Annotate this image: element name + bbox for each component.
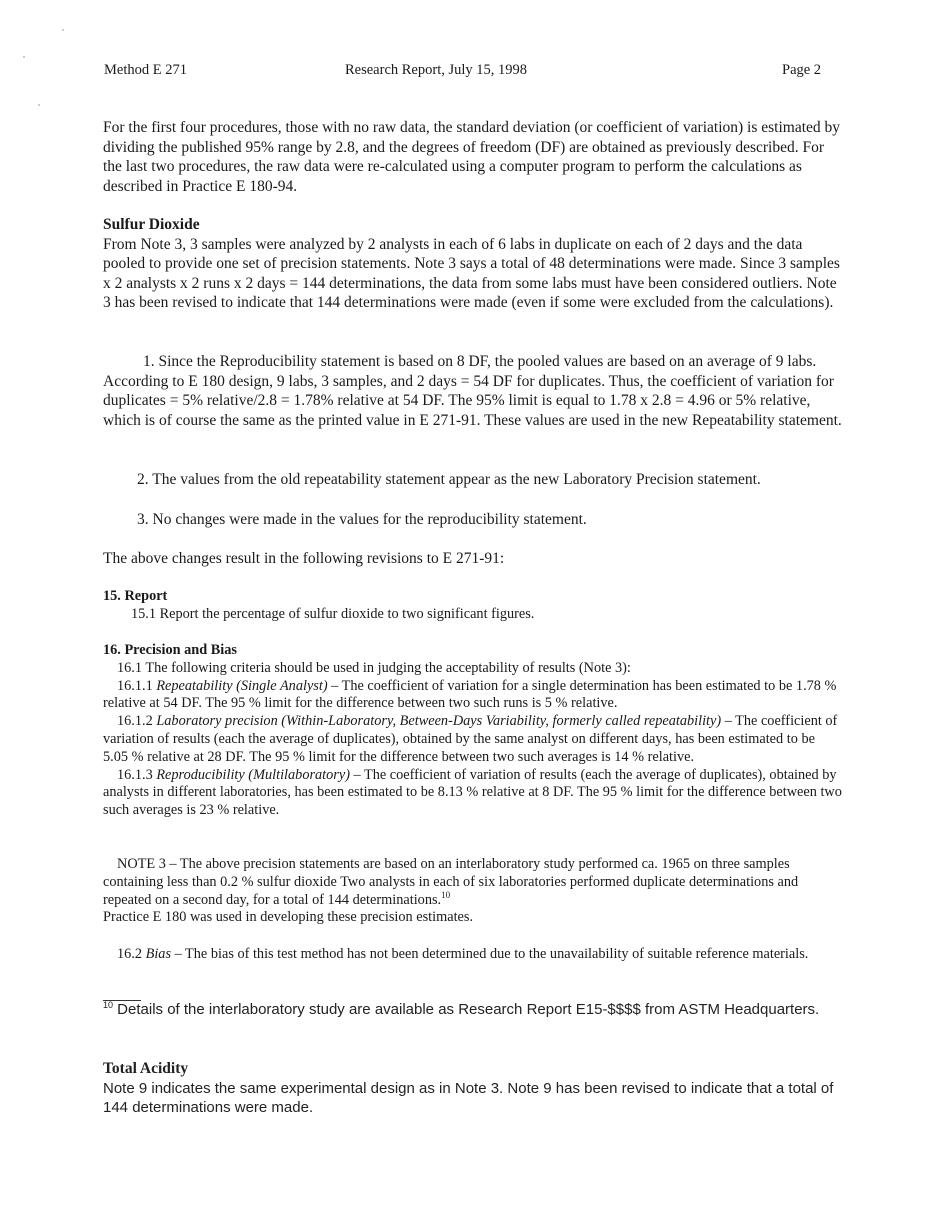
sulfur-item-2: [103, 470, 843, 490]
clause-number: 16.1.1: [117, 677, 157, 694]
total-acidity-body: Note 9 indicates the same experimental design as in Note 3. Note 9 has been revised to indicate that a total of 144 determinations were made.: [103, 1079, 834, 1116]
footnote-body: Details of the interlaboratory study are available as Research Report E15-$$$$ from ASTM Headquarters.: [113, 1001, 820, 1018]
header-method: Method E 271: [104, 62, 187, 78]
precision-bias-section: [103, 642, 843, 820]
sulfur-item-1: [103, 352, 843, 430]
precision-bias-heading: 16. Precision and Bias: [103, 642, 237, 658]
footnote-reference: 10: [441, 889, 451, 900]
footnote-number: 10: [103, 1000, 114, 1010]
header-report-title: Research Report, July 15, 1998: [345, 62, 528, 78]
clause-number: 16.2: [117, 946, 146, 962]
footnote-10-text: [103, 1000, 843, 1020]
sulfur-dioxide-heading: Sulfur Dioxide: [103, 216, 200, 233]
clause-text: – The bias of this test method has not been determined due to the unavailability of suitable reference materials.: [171, 946, 809, 962]
sulfur-dioxide-section: [103, 215, 843, 313]
note-3: [103, 856, 843, 927]
clause-title: Reproducibility (Multilaboratory): [156, 766, 350, 783]
clause-text: – The coefficient of variation of results (each the average of duplicates), obtained by analysts in different laboratories, has been estimated to be 8.13 % relative at 8 DF. The 95 % limit for the difference between two such averages is 23 % relative.: [103, 766, 842, 819]
sulfur-dioxide-body: From Note 3, 3 samples were analyzed by 2 analysts in each of 6 labs in duplicate on each of 2 days and the data pooled to provide one set of precision statements. Note 3 says a total of 48 determinations were made. Since 3 samples x 2 analysts x 2 runs x 2 days = 144 determinations, the data from some labs must have been considered outliers. Note 3 has been revised to indicate that 144 determinations were made (even if some were excluded from the calculations).: [103, 235, 840, 312]
total-acidity-heading: Total Acidity: [103, 1060, 189, 1077]
precision-16-1-3: [103, 767, 843, 820]
header-page-number: Page 2: [782, 62, 822, 78]
clause-text: – The coefficient of variation for a single determination has been estimated to be 1.78 % relative at 54 DF. The 95 % limit for the difference between two such runs is 5 % relative.: [103, 677, 837, 712]
report-item-15-1: 15.1 Report the percentage of sulfur dioxide to two significant figures.: [131, 605, 535, 622]
bias-clause: [103, 946, 843, 964]
note-3-body: NOTE 3 – The above precision statements are based on an interlaboratory study performed ca. 1965 on three samples containing less than 0.2 % sulfur dioxide Two analysts in each of six laboratories performed duplicate determinations and repeated on a second day, for a total of 144 determinations.: [103, 856, 799, 908]
sulfur-item-2-text: 2. The values from the old repeatability statement appear as the new Laboratory Precision statement.: [137, 471, 761, 488]
revisions-summary: The above changes result in the following revisions to E 271-91:: [103, 550, 505, 567]
footnote-10: [103, 1000, 843, 1020]
clause-text: – The coefficient of variation of results (each the average of duplicates), obtained by the same analyst on different days, has been estimated to be 5.05 % relative at 28 DF. The 95 % limit for the difference between two such averages is 14 % relative.: [103, 713, 838, 765]
clause-title: Repeatability (Single Analyst): [156, 677, 328, 694]
scan-speck: [62, 29, 64, 31]
scan-speck: [38, 104, 40, 106]
sulfur-item-3-text: 3. No changes were made in the values for the reproducibility statement.: [137, 511, 587, 528]
intro-paragraph: For the first four procedures, those with no raw data, the standard deviation (or coefficient of variation) is estimated by dividing the published 95% range by 2.8, and the degrees of freedom (DF) are obtained as previously described. For the last two procedures, the raw data were re-calculated using a computer program to perform the calculations as described in Practice E 180-94.: [103, 119, 841, 195]
report-section: [103, 588, 843, 624]
sulfur-item-3: [103, 510, 843, 530]
total-acidity-section: [103, 1059, 843, 1118]
clause-title: Laboratory precision (Within-Laboratory, Between-Days Variability, formerly called repeatability): [156, 713, 722, 730]
scan-speck: [23, 56, 25, 58]
precision-16-1-2: [103, 713, 843, 766]
precision-16-1-1: [103, 678, 843, 714]
practice-note: Practice E 180 was used in developing these precision estimates.: [103, 909, 474, 926]
clause-number: 16.1.2: [117, 713, 157, 730]
note-3-text: [103, 856, 843, 909]
report-heading: 15. Report: [103, 588, 168, 604]
clause-title: Bias: [145, 946, 172, 962]
precision-16-2: [103, 946, 843, 964]
clause-number: 16.1.3: [117, 766, 157, 783]
precision-16-1: 16.1 The following criteria should be used in judging the acceptability of results (Note 3):: [117, 659, 631, 676]
sulfur-item-1-text: 1. Since the Reproducibility statement is based on 8 DF, the pooled values are based on an average of 9 labs. According to E 180 design, 9 labs, 3 samples, and 2 days = 54 DF for duplicates. Thus, the coefficient of variation for duplicates = 5% relative/2.8 = 1.78% relative at 54 DF. The 95% limit is equal to 1.78 x 2.8 = 4.96 or 5% relative, which is of course the same as the printed value in E 271-91. These values are used in the new Repeatability statement.: [103, 353, 842, 429]
